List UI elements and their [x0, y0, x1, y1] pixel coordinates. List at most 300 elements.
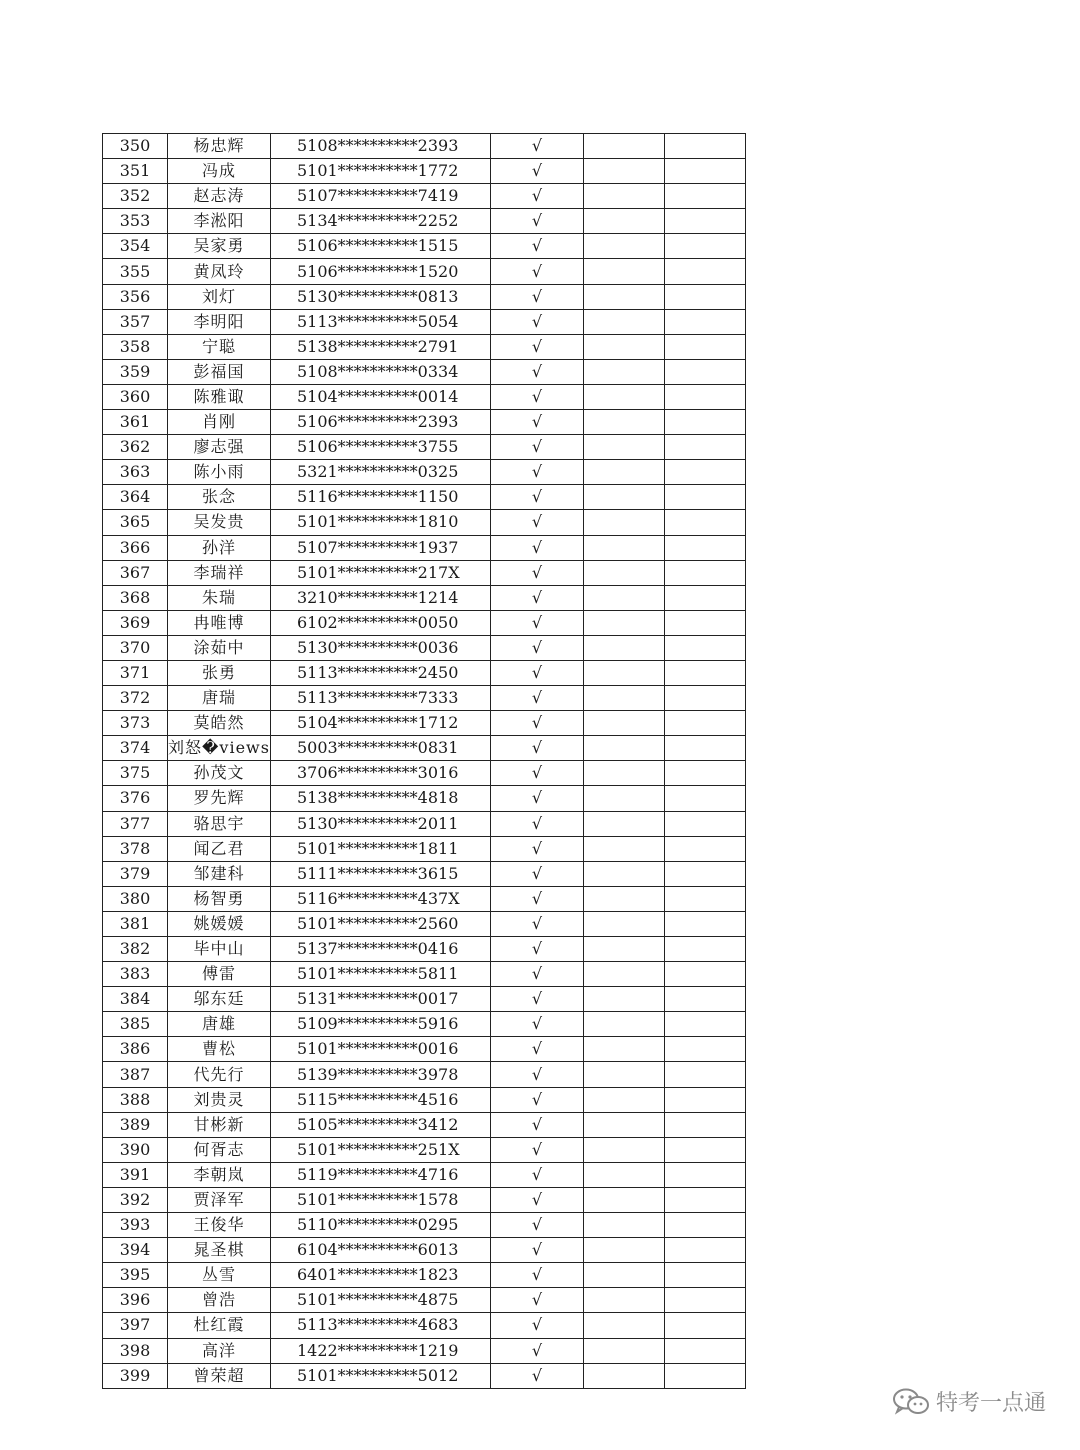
- table-row: [103, 987, 746, 1012]
- check-mark: √: [490, 334, 583, 359]
- check-mark: √: [490, 736, 583, 761]
- empty-cell: [583, 585, 664, 610]
- empty-cell: [664, 435, 745, 460]
- candidate-name: 甘彬新: [168, 1112, 271, 1137]
- empty-cell: [583, 284, 664, 309]
- empty-cell: [583, 1137, 664, 1162]
- id-number: 5101**********1811: [270, 836, 490, 861]
- candidate-name: 刘怒�views: [168, 736, 271, 761]
- candidate-name: 杜红霞: [168, 1313, 271, 1338]
- table-row: [103, 359, 746, 384]
- empty-cell: [664, 836, 745, 861]
- check-mark: √: [490, 1338, 583, 1363]
- check-mark: √: [490, 786, 583, 811]
- candidate-name: 李朝岚: [168, 1162, 271, 1187]
- check-mark: √: [490, 1162, 583, 1187]
- empty-cell: [664, 1112, 745, 1137]
- id-number: 5130**********2011: [270, 811, 490, 836]
- empty-cell: [583, 184, 664, 209]
- id-number: 5113**********5054: [270, 309, 490, 334]
- table-row: [103, 1338, 746, 1363]
- row-number: 379: [103, 861, 168, 886]
- empty-cell: [583, 635, 664, 660]
- table-row: [103, 1363, 746, 1388]
- empty-cell: [583, 1037, 664, 1062]
- id-number: 1422**********1219: [270, 1338, 490, 1363]
- candidate-name: 代先行: [168, 1062, 271, 1087]
- id-number: 5105**********3412: [270, 1112, 490, 1137]
- table-row: [103, 1087, 746, 1112]
- candidate-name: 曾浩: [168, 1288, 271, 1313]
- empty-cell: [583, 610, 664, 635]
- row-number: 386: [103, 1037, 168, 1062]
- check-mark: √: [490, 1137, 583, 1162]
- id-number: 5101**********4875: [270, 1288, 490, 1313]
- table-row: [103, 485, 746, 510]
- empty-cell: [583, 209, 664, 234]
- check-mark: √: [490, 410, 583, 435]
- empty-cell: [583, 1187, 664, 1212]
- row-number: 375: [103, 761, 168, 786]
- table-row: [103, 1137, 746, 1162]
- table-row: [103, 686, 746, 711]
- candidate-name: 何胥志: [168, 1137, 271, 1162]
- candidate-name: 邹建科: [168, 861, 271, 886]
- candidate-name: 吴发贵: [168, 510, 271, 535]
- empty-cell: [664, 761, 745, 786]
- empty-cell: [664, 560, 745, 585]
- candidate-name: 李明阳: [168, 309, 271, 334]
- candidate-name: 冯成: [168, 159, 271, 184]
- row-number: 366: [103, 535, 168, 560]
- empty-cell: [583, 134, 664, 159]
- check-mark: √: [490, 435, 583, 460]
- check-mark: √: [490, 1037, 583, 1062]
- row-number: 398: [103, 1338, 168, 1363]
- check-mark: √: [490, 510, 583, 535]
- row-number: 352: [103, 184, 168, 209]
- candidate-name: 闻乙君: [168, 836, 271, 861]
- empty-cell: [583, 1288, 664, 1313]
- check-mark: √: [490, 460, 583, 485]
- empty-cell: [583, 861, 664, 886]
- id-number: 5321**********0325: [270, 460, 490, 485]
- check-mark: √: [490, 861, 583, 886]
- empty-cell: [583, 836, 664, 861]
- empty-cell: [664, 660, 745, 685]
- id-number: 5106**********1515: [270, 234, 490, 259]
- id-number: 5138**********4818: [270, 786, 490, 811]
- table-row: [103, 1238, 746, 1263]
- row-number: 383: [103, 962, 168, 987]
- table-row: [103, 410, 746, 435]
- empty-cell: [664, 911, 745, 936]
- table-row: [103, 1313, 746, 1338]
- candidate-name: 高洋: [168, 1338, 271, 1363]
- table-row: [103, 460, 746, 485]
- empty-cell: [583, 911, 664, 936]
- id-number: 5108**********2393: [270, 134, 490, 159]
- row-number: 380: [103, 886, 168, 911]
- empty-cell: [664, 811, 745, 836]
- empty-cell: [583, 535, 664, 560]
- row-number: 389: [103, 1112, 168, 1137]
- id-number: 5116**********437X: [270, 886, 490, 911]
- empty-cell: [664, 1187, 745, 1212]
- row-number: 388: [103, 1087, 168, 1112]
- table-row: [103, 334, 746, 359]
- table-row: [103, 1112, 746, 1137]
- table-row: [103, 435, 746, 460]
- empty-cell: [664, 384, 745, 409]
- id-number: 5107**********7419: [270, 184, 490, 209]
- candidate-name: 吴家勇: [168, 234, 271, 259]
- id-number: 5104**********1712: [270, 711, 490, 736]
- check-mark: √: [490, 309, 583, 334]
- empty-cell: [583, 384, 664, 409]
- row-number: 355: [103, 259, 168, 284]
- table-row: [103, 284, 746, 309]
- empty-cell: [583, 937, 664, 962]
- row-number: 351: [103, 159, 168, 184]
- check-mark: √: [490, 284, 583, 309]
- empty-cell: [583, 1313, 664, 1338]
- candidate-name: 唐雄: [168, 1012, 271, 1037]
- table-row: [103, 1288, 746, 1313]
- candidate-name: 孙茂文: [168, 761, 271, 786]
- id-number: 5108**********0334: [270, 359, 490, 384]
- table-row: [103, 1162, 746, 1187]
- empty-cell: [664, 134, 745, 159]
- candidate-name: 彭福国: [168, 359, 271, 384]
- row-number: 387: [103, 1062, 168, 1087]
- check-mark: √: [490, 1187, 583, 1212]
- table-row: [103, 836, 746, 861]
- candidate-name: 黄凤玲: [168, 259, 271, 284]
- row-number: 374: [103, 736, 168, 761]
- wechat-icon: [892, 1387, 930, 1417]
- empty-cell: [583, 987, 664, 1012]
- id-number: 5101**********5012: [270, 1363, 490, 1388]
- id-number: 5106**********2393: [270, 410, 490, 435]
- empty-cell: [664, 1313, 745, 1338]
- id-number: 5101**********0016: [270, 1037, 490, 1062]
- empty-cell: [583, 962, 664, 987]
- candidate-name: 孙洋: [168, 535, 271, 560]
- id-number: 5101**********2560: [270, 911, 490, 936]
- id-number: 5101**********251X: [270, 1137, 490, 1162]
- empty-cell: [664, 510, 745, 535]
- id-number: 5106**********1520: [270, 259, 490, 284]
- row-number: 367: [103, 560, 168, 585]
- candidate-name: 姚媛媛: [168, 911, 271, 936]
- watermark-text: 特考一点通: [935, 1391, 1046, 1416]
- row-number: 378: [103, 836, 168, 861]
- id-number: 5107**********1937: [270, 535, 490, 560]
- id-number: 5113**********2450: [270, 660, 490, 685]
- empty-cell: [664, 159, 745, 184]
- table-row: [103, 209, 746, 234]
- row-number: 399: [103, 1363, 168, 1388]
- candidate-name: 廖志强: [168, 435, 271, 460]
- candidate-name: 宁聪: [168, 334, 271, 359]
- empty-cell: [583, 1363, 664, 1388]
- empty-cell: [664, 309, 745, 334]
- row-number: 385: [103, 1012, 168, 1037]
- id-number: 5119**********4716: [270, 1162, 490, 1187]
- empty-cell: [583, 259, 664, 284]
- empty-cell: [583, 234, 664, 259]
- empty-cell: [664, 786, 745, 811]
- check-mark: √: [490, 711, 583, 736]
- row-number: 350: [103, 134, 168, 159]
- empty-cell: [664, 736, 745, 761]
- check-mark: √: [490, 937, 583, 962]
- table-row: [103, 962, 746, 987]
- empty-cell: [664, 359, 745, 384]
- empty-cell: [664, 585, 745, 610]
- empty-cell: [583, 660, 664, 685]
- candidate-name: 丛雪: [168, 1263, 271, 1288]
- row-number: 373: [103, 711, 168, 736]
- row-number: 377: [103, 811, 168, 836]
- row-number: 395: [103, 1263, 168, 1288]
- candidate-name: 莫皓然: [168, 711, 271, 736]
- check-mark: √: [490, 1213, 583, 1238]
- id-number: 5134**********2252: [270, 209, 490, 234]
- check-mark: √: [490, 610, 583, 635]
- check-mark: √: [490, 535, 583, 560]
- candidate-name: 张勇: [168, 660, 271, 685]
- row-number: 362: [103, 435, 168, 460]
- row-number: 360: [103, 384, 168, 409]
- table-row: [103, 234, 746, 259]
- empty-cell: [664, 184, 745, 209]
- check-mark: √: [490, 1112, 583, 1137]
- empty-cell: [583, 460, 664, 485]
- id-number: 5101**********1578: [270, 1187, 490, 1212]
- empty-cell: [664, 610, 745, 635]
- candidate-name: 傅雷: [168, 962, 271, 987]
- table-row: [103, 1062, 746, 1087]
- candidate-name: 陈雅诹: [168, 384, 271, 409]
- check-mark: √: [490, 761, 583, 786]
- empty-cell: [583, 359, 664, 384]
- table-row: [103, 1012, 746, 1037]
- id-number: 5115**********4516: [270, 1087, 490, 1112]
- check-mark: √: [490, 911, 583, 936]
- table-row: [103, 585, 746, 610]
- empty-cell: [583, 159, 664, 184]
- empty-cell: [664, 861, 745, 886]
- table-body: [103, 134, 746, 1389]
- check-mark: √: [490, 1363, 583, 1388]
- row-number: 368: [103, 585, 168, 610]
- candidate-name: 晁圣棋: [168, 1238, 271, 1263]
- row-number: 393: [103, 1213, 168, 1238]
- check-mark: √: [490, 886, 583, 911]
- empty-cell: [664, 460, 745, 485]
- empty-cell: [664, 987, 745, 1012]
- id-number: 5138**********2791: [270, 334, 490, 359]
- check-mark: √: [490, 660, 583, 685]
- check-mark: √: [490, 635, 583, 660]
- empty-cell: [664, 1263, 745, 1288]
- empty-cell: [583, 686, 664, 711]
- empty-cell: [664, 937, 745, 962]
- candidate-name: 李瑞祥: [168, 560, 271, 585]
- empty-cell: [664, 1238, 745, 1263]
- table-row: [103, 384, 746, 409]
- id-number: 6102**********0050: [270, 610, 490, 635]
- candidate-name: 李淞阳: [168, 209, 271, 234]
- empty-cell: [583, 510, 664, 535]
- empty-cell: [583, 711, 664, 736]
- table-row: [103, 1263, 746, 1288]
- row-number: 381: [103, 911, 168, 936]
- candidate-name: 刘贵灵: [168, 1087, 271, 1112]
- row-number: 356: [103, 284, 168, 309]
- id-number: 5106**********3755: [270, 435, 490, 460]
- table-row: [103, 560, 746, 585]
- row-number: 361: [103, 410, 168, 435]
- check-mark: √: [490, 686, 583, 711]
- table-row: [103, 610, 746, 635]
- table-row: [103, 635, 746, 660]
- empty-cell: [664, 1062, 745, 1087]
- table-row: [103, 134, 746, 159]
- candidate-name: 毕中山: [168, 937, 271, 962]
- table-row: [103, 811, 746, 836]
- id-number: 5137**********0416: [270, 937, 490, 962]
- check-mark: √: [490, 836, 583, 861]
- row-number: 372: [103, 686, 168, 711]
- check-mark: √: [490, 159, 583, 184]
- id-number: 6104**********6013: [270, 1238, 490, 1263]
- row-number: 390: [103, 1137, 168, 1162]
- empty-cell: [664, 962, 745, 987]
- table-row: [103, 1213, 746, 1238]
- empty-cell: [664, 209, 745, 234]
- empty-cell: [664, 1213, 745, 1238]
- empty-cell: [664, 686, 745, 711]
- check-mark: √: [490, 209, 583, 234]
- empty-cell: [664, 535, 745, 560]
- empty-cell: [583, 736, 664, 761]
- empty-cell: [583, 1087, 664, 1112]
- candidate-name: 曹松: [168, 1037, 271, 1062]
- candidate-name: 曾荣超: [168, 1363, 271, 1388]
- empty-cell: [664, 334, 745, 359]
- empty-cell: [583, 309, 664, 334]
- check-mark: √: [490, 1238, 583, 1263]
- candidate-name: 涂茹中: [168, 635, 271, 660]
- table-row: [103, 1037, 746, 1062]
- empty-cell: [583, 1112, 664, 1137]
- empty-cell: [664, 1162, 745, 1187]
- check-mark: √: [490, 1062, 583, 1087]
- table-row: [103, 861, 746, 886]
- id-number: 5104**********0014: [270, 384, 490, 409]
- id-number: 5101**********1810: [270, 510, 490, 535]
- candidate-name: 朱瑞: [168, 585, 271, 610]
- row-number: 384: [103, 987, 168, 1012]
- row-number: 369: [103, 610, 168, 635]
- check-mark: √: [490, 1313, 583, 1338]
- id-number: 5131**********0017: [270, 987, 490, 1012]
- check-mark: √: [490, 485, 583, 510]
- row-number: 353: [103, 209, 168, 234]
- row-number: 392: [103, 1187, 168, 1212]
- check-mark: √: [490, 134, 583, 159]
- candidate-name: 陈小雨: [168, 460, 271, 485]
- check-mark: √: [490, 811, 583, 836]
- candidate-name: 赵志涛: [168, 184, 271, 209]
- empty-cell: [664, 284, 745, 309]
- empty-cell: [583, 1238, 664, 1263]
- table-row: [103, 911, 746, 936]
- table-row: [103, 159, 746, 184]
- row-number: 391: [103, 1162, 168, 1187]
- id-number: 5113**********7333: [270, 686, 490, 711]
- empty-cell: [664, 259, 745, 284]
- table-row: [103, 1187, 746, 1212]
- candidate-name: 唐瑞: [168, 686, 271, 711]
- row-number: 359: [103, 359, 168, 384]
- empty-cell: [664, 1338, 745, 1363]
- empty-cell: [664, 485, 745, 510]
- empty-cell: [664, 234, 745, 259]
- candidate-name: 杨忠辉: [168, 134, 271, 159]
- empty-cell: [664, 1288, 745, 1313]
- empty-cell: [583, 1263, 664, 1288]
- id-number: 5130**********0813: [270, 284, 490, 309]
- candidate-name: 罗先辉: [168, 786, 271, 811]
- empty-cell: [583, 560, 664, 585]
- id-number: 5101**********1772: [270, 159, 490, 184]
- row-number: 396: [103, 1288, 168, 1313]
- id-number: 5003**********0831: [270, 736, 490, 761]
- empty-cell: [664, 1037, 745, 1062]
- empty-cell: [664, 711, 745, 736]
- check-mark: √: [490, 962, 583, 987]
- empty-cell: [583, 1162, 664, 1187]
- empty-cell: [664, 635, 745, 660]
- check-mark: √: [490, 259, 583, 284]
- row-number: 364: [103, 485, 168, 510]
- id-number: 3706**********3016: [270, 761, 490, 786]
- check-mark: √: [490, 585, 583, 610]
- check-mark: √: [490, 1263, 583, 1288]
- check-mark: √: [490, 359, 583, 384]
- row-number: 371: [103, 660, 168, 685]
- empty-cell: [583, 811, 664, 836]
- candidate-name: 刘灯: [168, 284, 271, 309]
- id-number: 5109**********5916: [270, 1012, 490, 1037]
- empty-cell: [583, 334, 664, 359]
- id-number: 5130**********0036: [270, 635, 490, 660]
- check-mark: √: [490, 560, 583, 585]
- empty-cell: [664, 1012, 745, 1037]
- empty-cell: [664, 1087, 745, 1112]
- empty-cell: [583, 410, 664, 435]
- empty-cell: [583, 886, 664, 911]
- id-number: 3210**********1214: [270, 585, 490, 610]
- empty-cell: [664, 886, 745, 911]
- candidate-table: [102, 133, 746, 1389]
- check-mark: √: [490, 1012, 583, 1037]
- check-mark: √: [490, 384, 583, 409]
